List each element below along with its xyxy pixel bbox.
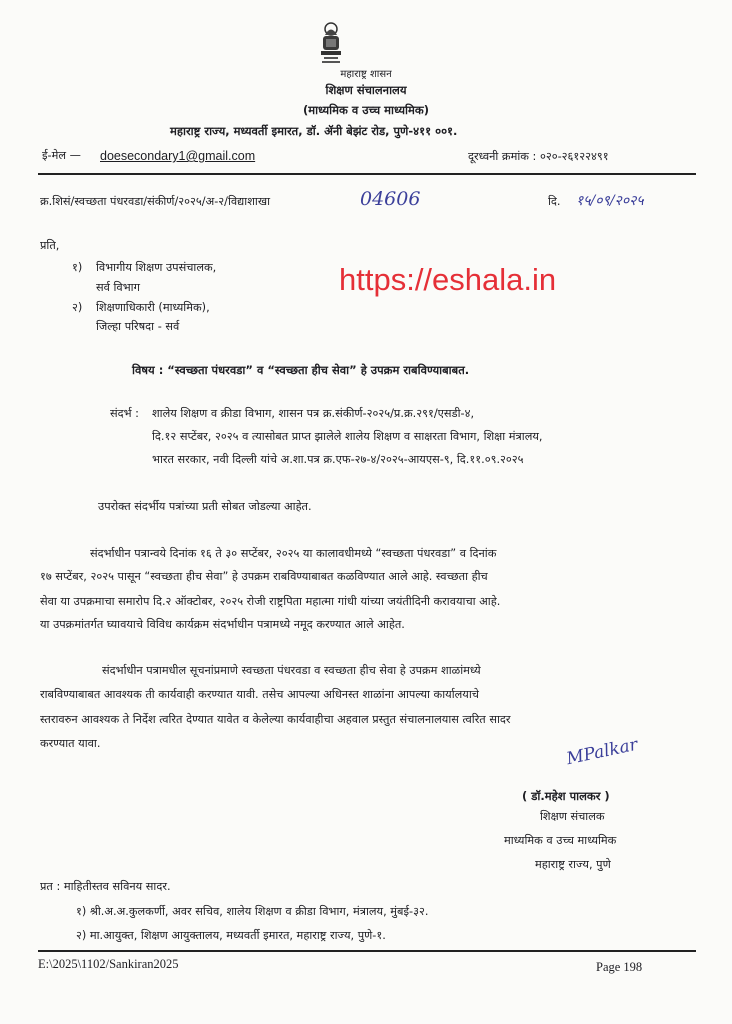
page-number: Page 198 xyxy=(596,960,643,974)
paragraph-1: उपरोक्त संदर्भीय पत्रांच्या प्रती सोबत जोडल्या आहेत. xyxy=(98,500,312,513)
ashoka-emblem-icon xyxy=(316,20,346,66)
reference-line-2: दि.१२ सप्टेंबर, २०२५ व त्यासोबत प्राप्त झालेले शालेय शिक्षण व साक्षरता विभाग, शिक्षा मंत्रालय, xyxy=(152,430,543,443)
handwritten-outward-number: 04606 xyxy=(360,188,421,210)
header-divider xyxy=(38,173,696,175)
recipient-2-number: २) xyxy=(72,301,83,314)
reference-label: संदर्भ : xyxy=(110,407,139,420)
reference-number: क्र.शिसं/स्वच्छता पंधरवडा/संकीर्ण/२०२५/अ-२/विद्याशाखा xyxy=(40,195,270,208)
office-name: शिक्षण संचालनालय xyxy=(325,83,407,97)
phone-number: दूरध्वनी क्रमांक : ०२०-२६१२२४९१ xyxy=(468,150,609,163)
paragraph-2-line-3: सेवा या उपक्रमाचा समारोप दि.२ ऑक्टोबर, २०२५ रोजी राष्ट्रपिता महात्मा गांधी यांच्या जयंतीदिनी करावयाचा आहे. xyxy=(40,595,501,608)
paragraph-3-line-1: संदर्भाधीन पत्रामधील सूचनांप्रमाणे स्वच्छता पंधरवडा व स्वच्छता हीच सेवा हे उपक्रम शाळांमध्ये xyxy=(102,664,481,677)
org-state: महाराष्ट्र शासन xyxy=(340,69,392,80)
recipient-1-line1: विभागीय शिक्षण उपसंचालक, xyxy=(96,261,217,274)
to-label: प्रति, xyxy=(40,239,60,252)
reference-line-3: भारत सरकार, नवी दिल्ली यांचे अ.शा.पत्र क्र.एफ-२७-४/२०२५-आयएस-९, दि.११.०९.२०२५ xyxy=(152,453,524,466)
email-link[interactable]: doesecondary1@gmail.com xyxy=(100,149,256,163)
email-label: ई-मेल — xyxy=(42,149,81,162)
recipient-2-line2: जिल्हा परिषदा - सर्व xyxy=(96,320,180,333)
copy-recipient-1: १) श्री.अ.अ.कुलकर्णी, अवर सचिव, शालेय शिक्षण व क्रीडा विभाग, मंत्रालय, मुंबई-३२. xyxy=(76,905,429,918)
recipient-1-number: १) xyxy=(72,261,83,274)
paragraph-3-line-2: राबविण्याबाबत आवश्यक ती कार्यवाही करण्यात यावी. तसेच आपल्या अधिनस्त शाळांना आपल्या कार्यालयाचे xyxy=(40,688,479,701)
file-path: E:\2025\1102/Sankiran2025 xyxy=(38,957,179,971)
signatory-place: महाराष्ट्र राज्य, पुणे xyxy=(535,858,611,871)
recipient-2-line1: शिक्षणाधिकारी (माध्यमिक), xyxy=(96,301,210,314)
paragraph-2-line-1: संदर्भाधीन पत्रान्वये दिनांक १६ ते ३० सप्टेंबर, २०२५ या कालावधीमध्ये “स्वच्छता पंधरवडा” व दिनांक xyxy=(90,547,497,560)
copy-recipient-2: २) मा.आयुक्त, शिक्षण आयुक्तालय, मध्यवर्ती इमारत, महाराष्ट्र राज्य, पुणे-१. xyxy=(76,929,386,942)
office-division: (माध्यमिक व उच्च माध्यमिक) xyxy=(303,103,429,117)
reference-line-1: शालेय शिक्षण व क्रीडा विभाग, शासन पत्र क्र.संकीर्ण-२०२५/प्र.क्र.२९१/एसडी-४, xyxy=(152,407,475,420)
handwritten-date: १५/०९/२०२५ xyxy=(576,193,644,209)
handwritten-signature: MPalkar xyxy=(564,734,640,770)
signatory-division: माध्यमिक व उच्च माध्यमिक xyxy=(504,834,617,847)
paragraph-2-line-2: १७ सप्टेंबर, २०२५ पासून “स्वच्छता हीच सेवा” हे उपक्रम राबविण्याबाबत कळविण्यात आले आहे. स्वच्छता हीच xyxy=(40,570,488,583)
paragraph-3-line-3: स्तरावरुन आवश्यक ते निर्देश त्वरित देण्यात यावेत व केलेल्या कार्यवाहीचा अहवाल प्रस्तुत संचालनालयास त्वरित सादर xyxy=(40,713,511,726)
state-emblem xyxy=(316,20,346,66)
signatory-designation: शिक्षण संचालक xyxy=(540,810,605,823)
eshala-watermark[interactable]: https://eshala.in xyxy=(339,262,557,297)
signatory-name: ( डॉ.महेश पालकर ) xyxy=(522,789,610,803)
date-label: दि. xyxy=(548,195,561,208)
recipient-1-line2: सर्व विभाग xyxy=(96,281,140,294)
office-address: महाराष्ट्र राज्य, मध्यवर्ती इमारत, डॉ. ॲनी बेझंट रोड, पुणे-४११ ००१. xyxy=(170,124,458,138)
subject-line: विषय : “स्वच्छता पंधरवडा” व “स्वच्छता हीच सेवा” हे उपक्रम राबविण्याबाबत. xyxy=(132,363,470,377)
copy-label: प्रत : माहितीस्तव सविनय सादर. xyxy=(40,880,171,893)
paragraph-3-line-4: करण्यात यावा. xyxy=(40,737,101,750)
paragraph-2-line-4: या उपक्रमांतर्गत घ्यावयाचे विविध कार्यक्रम संदर्भाधीन पत्रामध्ये नमूद करण्यात आले आहेत. xyxy=(40,618,405,631)
footer-divider xyxy=(38,950,696,952)
